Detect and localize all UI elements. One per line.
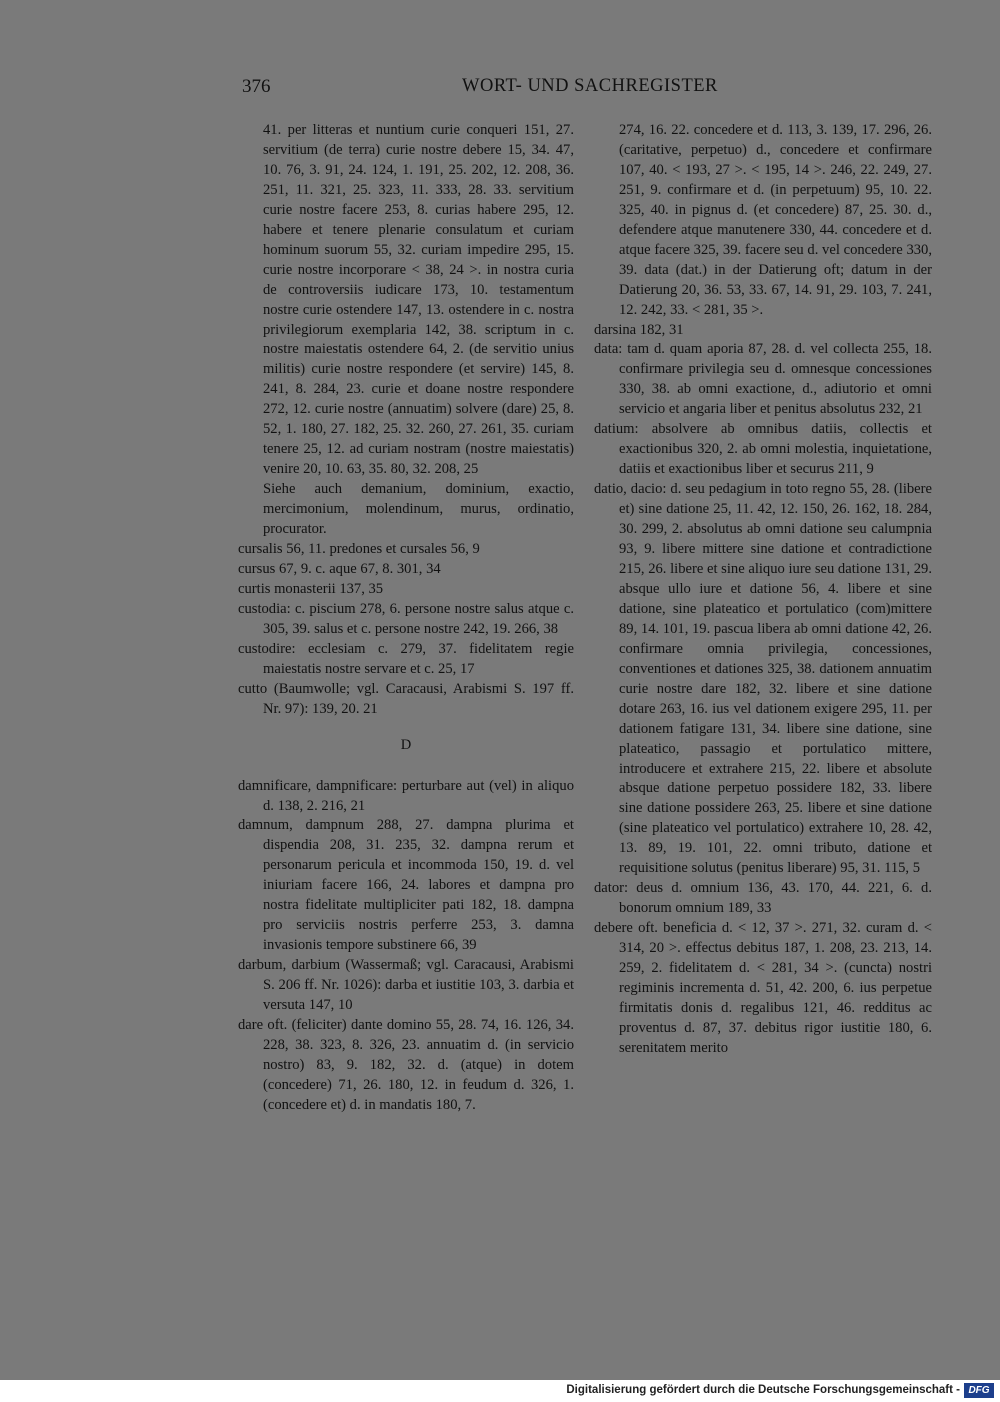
index-entry: dare oft. (feliciter) dante domino 55, 28. 74, 16. 126, 34. 228, 38. 323, 8. 326, 23. annuatim d. (in servicio nostro) 83, 9. 182, 32. d. (atque) in dotem (concedere) 71, 26. 180, 12. in feudum d. 326, 1. (concedere et) d. in mandatis 180, 7. — [238, 1016, 574, 1113]
index-entry: damnum, dampnum 288, 27. dampna plurima et dispendia 208, 31. 235, 32. dampna rerum et personarum pericula et incommoda 150, 19. d. vel iniuriam facere 166, 24. labores et dampna pro nostra fidelitate multipliciter pati 182, 18. dampna pro serviciis nostris perferre 253, 3. damna invasionis tempore substinere 66, 39 — [238, 817, 574, 954]
right-column — [594, 121, 932, 1059]
funding-note: Digitalisierung gefördert durch die Deutsche Forschungsgemeinschaft - — [566, 1384, 960, 1396]
index-entry: debere oft. beneficia d. < 12, 37 >. 271, 32. curam d. < 314, 20 >. effectus debitus 187, 1. 208, 23. 213, 14. 259, 2. fidelitatem d. < 281, 34 >. (cuncta) nostri regiminis incrementa d. 51, 42. 200, 6. ius perpetue firmitatis donis d. regalibus 121, 46. redditus ac proventus d. 87, 37. debitus rigor iustitie 180, 6. serenitatem merito — [594, 920, 932, 1056]
page-header — [0, 72, 1000, 102]
index-entry: 274, 16. 22. concedere et d. 113, 3. 139, 17. 296, 26. (caritative, perpetuo) d., concedere et confirmare 107, 40. < 193, 27 >. < 195, 14 >. 246, 22. 249, 27. 251, 9. confirmare et d. (in perpetuum) 95, 10. 22. 325, 40. in pignus d. (et concedere) 87, 25. 30. d., defendere atque manutenere 330, 44. concedere et d. atque facere 325, 39. facere seu d. vel concedere 330, 39. data (dat.) in der Datierung oft; datum in der Datierung 20, 36. 53, 33. 67, 14. 91, 29. 103, 7. 241, 12. 242, 33. < 281, 35 >. — [619, 122, 932, 318]
index-entry: cursalis 56, 11. predones et cursales 56, 9 — [238, 541, 480, 558]
index-entry: data: tam d. quam aporia 87, 28. d. vel collecta 255, 18. confirmare privilegia seu d. omnesque concessiones 330, 38. ab omni exactione, d., adiutorio et omni servicio et angaria liber et penitus absolutus 232, 21 — [594, 341, 932, 418]
index-entry: 41. per litteras et nuntium curie conqueri 151, 27. servitium (de terra) curie nostre debere 15, 34. 47, 10. 76, 3. 91, 24. 124, 1. 191, 25. 202, 12. 208, 36. 251, 11. 321, 25. 323, 11. 333, 28. 33. servitium curie nostre facere 253, 8. curias habere 295, 12. habere et tenere plenarie consulatum et curiam hominum suorum 55, 32. curiam impedire 295, 15. curie nostre incorporare < 38, 24 >. in nostra curia de controversiis iudicare 173, 10. testamentum nostre curie ostendere 147, 13. ostendere in c. nostra privilegiorum exemplaria 142, 38. scriptum in c. nostre maiestatis ostendere 64, 2. (de servitio unius militis) curie nostre respondere (et servire) 145, 8. 241, 8. 284, 23. curie et doane nostre respondere 272, 12. curie nostre (annuatim) solvere (dare) 25, 8. 52, 1. 180, 27. 182, 25. 32. 260, 27. 261, 35. curiam tenere 25, 12. ad curiam nostram (nostre maiestatis) venire 20, 10. 63, 35. 80, 32. 208, 25 — [263, 122, 574, 478]
running-title: WORT- UND SACHREGISTER — [462, 76, 718, 96]
page-number: 376 — [242, 76, 271, 97]
index-entry: cursus 67, 9. c. aque 67, 8. 301, 34 — [238, 560, 441, 577]
index-entry: Siehe auch demanium, dominium, exactio, mercimonium, molendinum, murus, ordinatio, procurator. — [263, 481, 574, 538]
dfg-logo: DFG — [964, 1383, 994, 1398]
index-entry: custodire: ecclesiam c. 279, 37. fidelitatem regie maiestatis nostre servare et c. 25, 17 — [238, 640, 574, 677]
index-entry: datio, dacio: d. seu pedagium in toto regno 55, 28. (libere et) sine datione 25, 11. 42, 12. 150, 26. 162, 18. 284, 30. 299, 2. absolutus ab omni datione seu calumpnia 93, 9. libere mittere sine datione et contradictione 215, 26. libere et sine aliquo iure seu datione 131, 29. absque ullo iure et datione 56, 4. libere et sine datione, sine plateatico et portulatico (com)mittere 89, 14. 101, 19. pascua libera ab omni datione 42, 26. confirmare omnia privilegia, concessiones, conventiones et dationes 325, 38. dationem annuatim curie nostre dare 182, 32. libere et sine datione dotare 263, 16. ius vel dationem exigere 295, 11. per dationem fatigare 131, 34. libere sine datione, sine plateatico, passagio et portulatico mittere, introducere et extrahere 215, 22. libere et absolute absque datione perpetuo possidere 182, 33. libere sine datione possidere 263, 25. libere et sine datione (sine plateatico vel portulatico) extrahere 10, 28. 42, 13. 89, 19. 101, 22. omni tributo, datione et requisitione solutus (penitus liberare) 95, 31. 115, 5 — [594, 481, 932, 877]
footer-bar — [0, 1380, 1000, 1402]
index-entry: darbum, darbium (Wassermaß; vgl. Caracausi, Arabismi S. 206 ff. Nr. 1026): darba et iustitie 103, 3. darbia et versuta 147, 10 — [238, 957, 574, 1014]
index-entry: custodia: c. piscium 278, 6. persone nostre salus atque c. 305, 39. salus et c. persone nostre 242, 19. 266, 38 — [238, 600, 574, 637]
section-letter: D — [400, 736, 412, 753]
index-entry: damnificare, dampnificare: perturbare aut (vel) in aliquo d. 138, 2. 216, 21 — [238, 777, 574, 814]
index-entry: datium: absolvere ab omnibus datiis, collectis et exactionibus 320, 2. ab omni molestia, inquietatione, datiis et exactionibus liber et securus 211, 9 — [594, 421, 932, 478]
index-entry: dator: deus d. omnium 136, 43. 170, 44. 221, 6. d. bonorum omnium 189, 33 — [594, 880, 932, 917]
index-entry: curtis monasterii 137, 35 — [238, 580, 384, 597]
left-column — [238, 121, 574, 1116]
index-entry: cutto (Baumwolle; vgl. Caracausi, Arabismi S. 197 ff. Nr. 97): 139, 20. 21 — [238, 680, 574, 717]
index-entry: darsina 182, 31 — [594, 321, 684, 338]
